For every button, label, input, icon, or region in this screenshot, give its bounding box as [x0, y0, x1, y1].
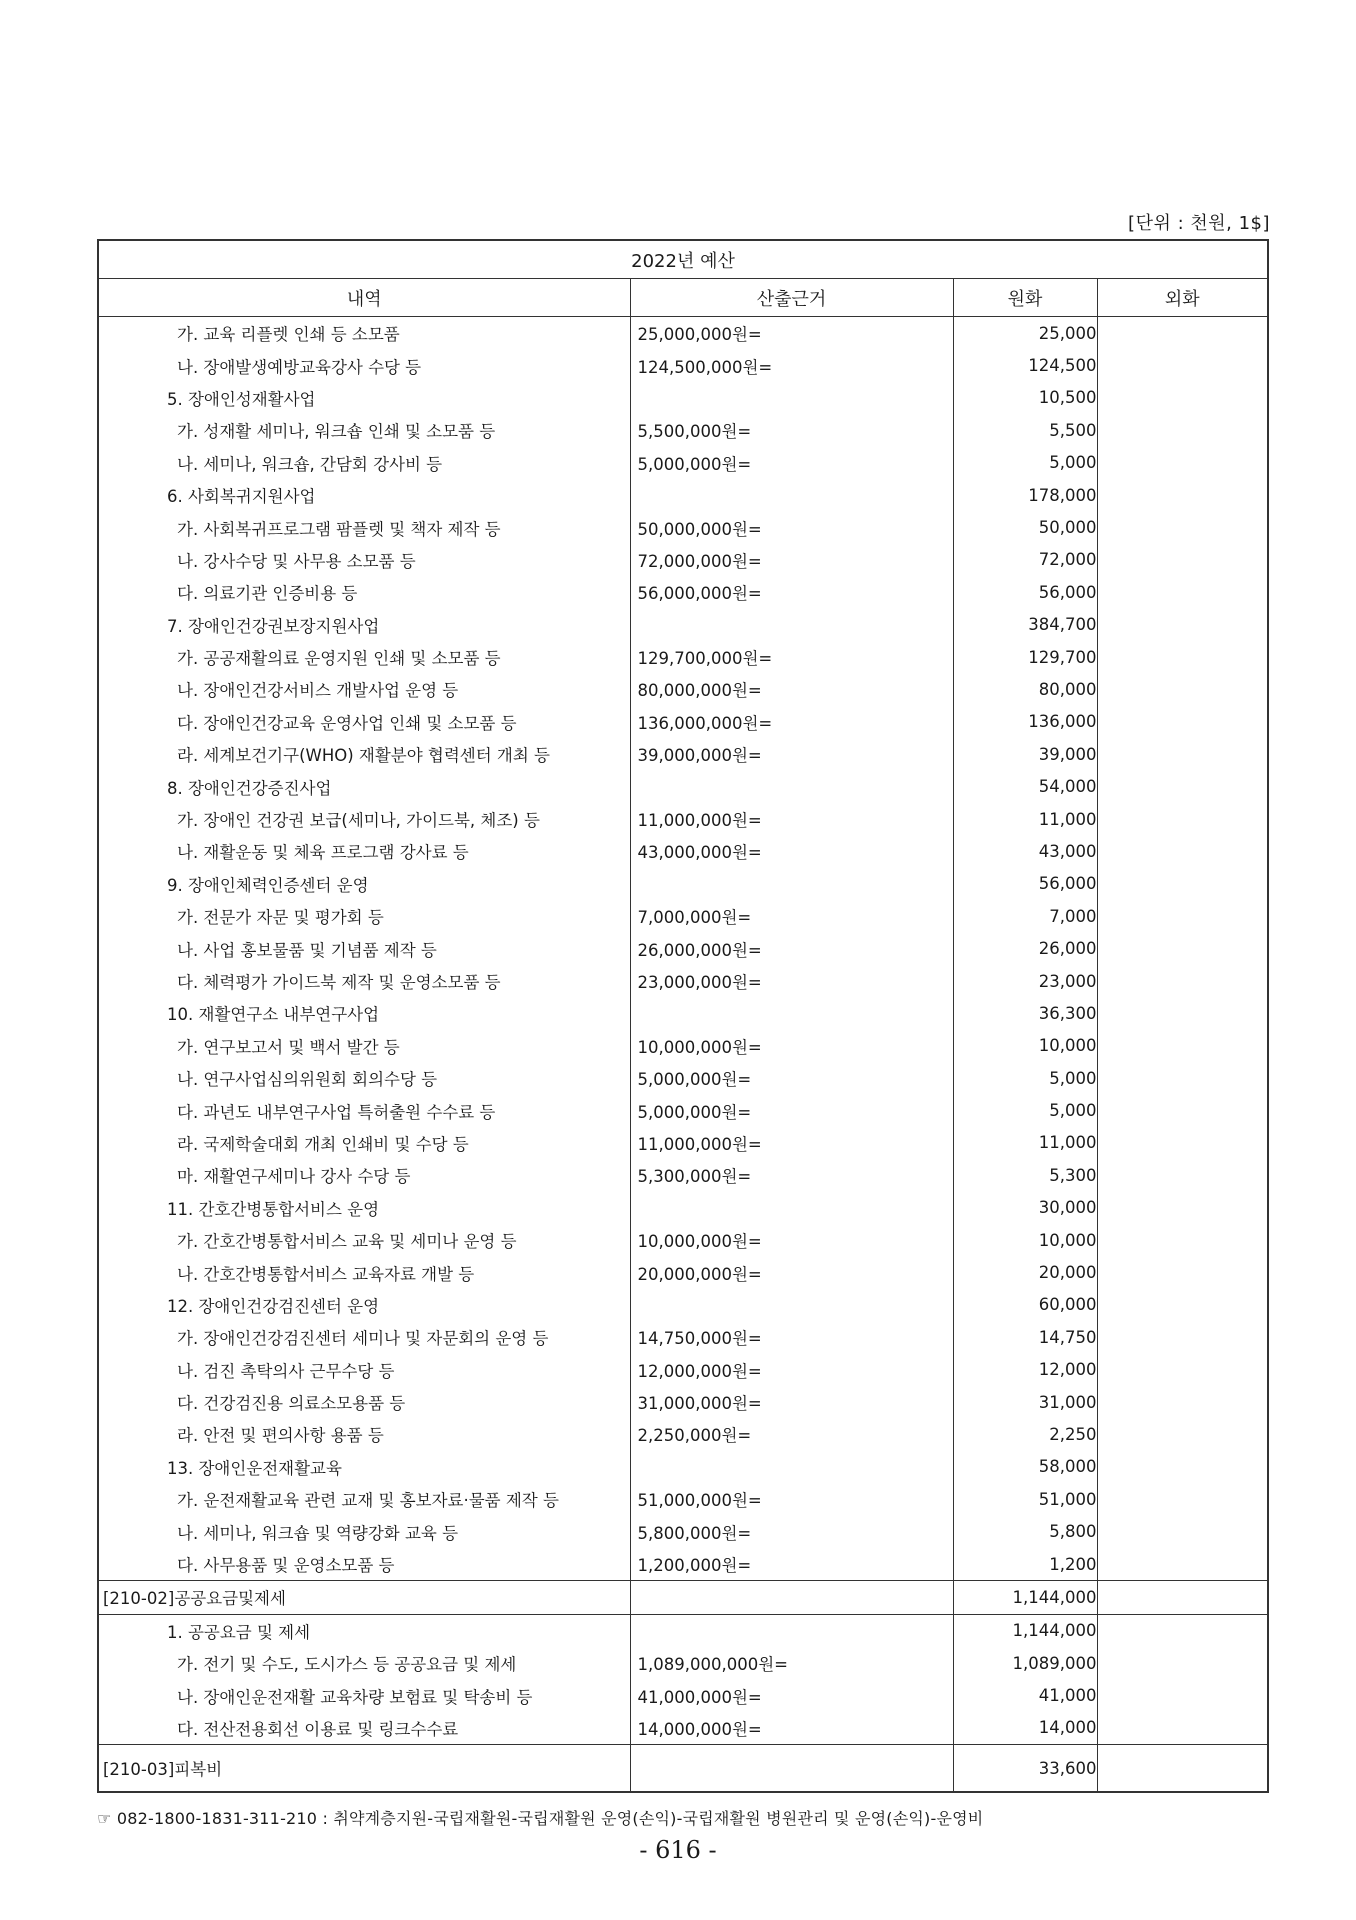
row-basis	[630, 382, 953, 414]
row-krw: 5,000	[953, 1094, 1097, 1126]
row-foreign	[1097, 1127, 1268, 1159]
row-foreign	[1097, 479, 1268, 511]
row-krw: 10,000	[953, 1030, 1097, 1062]
row-foreign	[1097, 1159, 1268, 1191]
row-desc: 다. 장애인건강교육 운영사업 인쇄 및 소모품 등	[98, 706, 630, 738]
row-desc: 라. 국제학술대회 개최 인쇄비 및 수당 등	[98, 1127, 630, 1159]
row-basis: 14,750,000원=	[630, 1321, 953, 1353]
row-basis: 129,700,000원=	[630, 641, 953, 673]
row-foreign	[1097, 1548, 1268, 1581]
row-desc: 나. 검진 촉탁의사 근무수당 등	[98, 1354, 630, 1386]
row-basis	[630, 609, 953, 641]
table-row	[98, 1483, 1268, 1515]
row-desc: 나. 간호간병통합서비스 교육자료 개발 등	[98, 1256, 630, 1288]
row-foreign	[1097, 1062, 1268, 1094]
row-krw: 80,000	[953, 673, 1097, 705]
table-row	[98, 1224, 1268, 1256]
table-row	[98, 803, 1268, 835]
table-row	[98, 317, 1268, 350]
row-foreign	[1097, 414, 1268, 446]
row-basis: 43,000,000원=	[630, 835, 953, 867]
row-desc: 가. 연구보고서 및 백서 발간 등	[98, 1030, 630, 1062]
row-desc: 다. 건강검진용 의료소모용품 등	[98, 1386, 630, 1418]
row-foreign	[1097, 382, 1268, 414]
row-basis	[630, 1614, 953, 1647]
row-foreign	[1097, 1321, 1268, 1353]
row-foreign	[1097, 544, 1268, 576]
row-desc: 1. 공공요금 및 제세	[98, 1614, 630, 1647]
row-basis: 5,800,000원=	[630, 1515, 953, 1547]
row-foreign	[1097, 1418, 1268, 1450]
row-foreign	[1097, 1451, 1268, 1483]
budget-table	[97, 239, 1269, 1793]
table-row	[98, 770, 1268, 802]
row-krw: 14,000	[953, 1712, 1097, 1745]
table-row	[98, 1548, 1268, 1581]
row-krw: 56,000	[953, 868, 1097, 900]
table-row	[98, 1094, 1268, 1126]
row-basis: 5,300,000원=	[630, 1159, 953, 1191]
table-row	[98, 609, 1268, 641]
row-desc: 8. 장애인건강증진사업	[98, 770, 630, 802]
row-basis: 11,000,000원=	[630, 1127, 953, 1159]
row-basis: 39,000,000원=	[630, 738, 953, 770]
row-desc: 가. 운전재활교육 관련 교재 및 홍보자료·물품 제작 등	[98, 1483, 630, 1515]
row-desc: 가. 장애인건강검진센터 세미나 및 자문회의 운영 등	[98, 1321, 630, 1353]
row-desc: 가. 사회복귀프로그램 팜플렛 및 책자 제작 등	[98, 511, 630, 543]
row-desc: 10. 재활연구소 내부연구사업	[98, 997, 630, 1029]
table-row	[98, 576, 1268, 608]
section-basis	[630, 1581, 953, 1614]
row-basis: 5,000,000원=	[630, 1062, 953, 1094]
row-krw: 7,000	[953, 900, 1097, 932]
row-krw: 12,000	[953, 1354, 1097, 1386]
row-basis: 56,000,000원=	[630, 576, 953, 608]
row-basis: 20,000,000원=	[630, 1256, 953, 1288]
page-number: - 616 -	[639, 1836, 717, 1864]
table-row	[98, 1321, 1268, 1353]
row-foreign	[1097, 1289, 1268, 1321]
table-row	[98, 706, 1268, 738]
row-krw: 10,000	[953, 1224, 1097, 1256]
row-desc: 다. 의료기관 인증비용 등	[98, 576, 630, 608]
row-desc: 6. 사회복귀지원사업	[98, 479, 630, 511]
table-row	[98, 1030, 1268, 1062]
table-row	[98, 382, 1268, 414]
row-krw: 60,000	[953, 1289, 1097, 1321]
row-foreign	[1097, 770, 1268, 802]
table-row	[98, 1386, 1268, 1418]
row-desc: 가. 교육 리플렛 인쇄 등 소모품	[98, 317, 630, 350]
row-krw: 5,500	[953, 414, 1097, 446]
row-krw: 5,300	[953, 1159, 1097, 1191]
row-desc: 가. 성재활 세미나, 워크숍 인쇄 및 소모품 등	[98, 414, 630, 446]
row-foreign	[1097, 641, 1268, 673]
row-foreign	[1097, 1192, 1268, 1224]
row-desc: 가. 간호간병통합서비스 교육 및 세미나 운영 등	[98, 1224, 630, 1256]
row-foreign	[1097, 673, 1268, 705]
row-foreign	[1097, 1483, 1268, 1515]
table-row	[98, 414, 1268, 446]
table-row	[98, 447, 1268, 479]
row-basis	[630, 1192, 953, 1224]
row-desc: 나. 강사수당 및 사무용 소모품 등	[98, 544, 630, 576]
row-desc: 7. 장애인건강권보장지원사업	[98, 609, 630, 641]
row-krw: 136,000	[953, 706, 1097, 738]
section-desc: [210-03]피복비	[98, 1745, 630, 1793]
row-foreign	[1097, 576, 1268, 608]
row-krw: 56,000	[953, 576, 1097, 608]
table-row	[98, 1418, 1268, 1450]
table-row	[98, 1192, 1268, 1224]
row-basis	[630, 997, 953, 1029]
row-basis: 124,500,000원=	[630, 349, 953, 381]
row-foreign	[1097, 1224, 1268, 1256]
row-desc: 가. 공공재활의료 운영지원 인쇄 및 소모품 등	[98, 641, 630, 673]
row-basis: 51,000,000원=	[630, 1483, 953, 1515]
table-row	[98, 932, 1268, 964]
row-basis	[630, 479, 953, 511]
row-krw: 10,500	[953, 382, 1097, 414]
row-krw: 129,700	[953, 641, 1097, 673]
row-desc: 다. 과년도 내부연구사업 특허출원 수수료 등	[98, 1094, 630, 1126]
row-basis: 136,000,000원=	[630, 706, 953, 738]
table-row	[98, 1354, 1268, 1386]
row-basis	[630, 1289, 953, 1321]
table-row	[98, 511, 1268, 543]
row-krw: 51,000	[953, 1483, 1097, 1515]
row-basis: 41,000,000원=	[630, 1679, 953, 1711]
row-foreign	[1097, 1712, 1268, 1745]
row-krw: 26,000	[953, 932, 1097, 964]
row-desc: 나. 장애인운전재활 교육차량 보험료 및 탁송비 등	[98, 1679, 630, 1711]
table-row	[98, 1451, 1268, 1483]
unit-label: [단위 : 천원, 1$]	[1128, 213, 1270, 234]
row-desc: 라. 세계보건기구(WHO) 재활분야 협력센터 개최 등	[98, 738, 630, 770]
header-krw: 원화	[953, 279, 1097, 317]
row-krw: 11,000	[953, 1127, 1097, 1159]
row-krw: 30,000	[953, 1192, 1097, 1224]
row-krw: 5,000	[953, 1062, 1097, 1094]
row-foreign	[1097, 738, 1268, 770]
row-krw: 178,000	[953, 479, 1097, 511]
row-basis: 5,500,000원=	[630, 414, 953, 446]
row-krw: 11,000	[953, 803, 1097, 835]
table-row	[98, 1127, 1268, 1159]
header-desc: 내역	[98, 279, 630, 317]
table-row	[98, 835, 1268, 867]
row-desc: 나. 장애발생예방교육강사 수당 등	[98, 349, 630, 381]
row-krw: 31,000	[953, 1386, 1097, 1418]
row-krw: 14,750	[953, 1321, 1097, 1353]
row-basis: 12,000,000원=	[630, 1354, 953, 1386]
row-desc: 9. 장애인체력인증센터 운영	[98, 868, 630, 900]
row-foreign	[1097, 1386, 1268, 1418]
row-foreign	[1097, 997, 1268, 1029]
row-desc: 다. 체력평가 가이드북 제작 및 운영소모품 등	[98, 965, 630, 997]
table-row	[98, 673, 1268, 705]
section-krw: 33,600	[953, 1745, 1097, 1793]
row-desc: 12. 장애인건강검진센터 운영	[98, 1289, 630, 1321]
row-foreign	[1097, 1354, 1268, 1386]
row-basis: 5,000,000원=	[630, 1094, 953, 1126]
row-basis: 10,000,000원=	[630, 1030, 953, 1062]
row-desc: 가. 전기 및 수도, 도시가스 등 공공요금 및 제세	[98, 1647, 630, 1679]
row-desc: 나. 연구사업심의위원회 회의수당 등	[98, 1062, 630, 1094]
row-krw: 5,800	[953, 1515, 1097, 1547]
row-foreign	[1097, 1647, 1268, 1679]
row-basis: 80,000,000원=	[630, 673, 953, 705]
row-krw: 41,000	[953, 1679, 1097, 1711]
section-row-210-03	[98, 1745, 1268, 1793]
table-title: 2022년 예산	[98, 240, 1268, 279]
table-row	[98, 1289, 1268, 1321]
table-row	[98, 1647, 1268, 1679]
row-foreign	[1097, 1679, 1268, 1711]
row-desc: 13. 장애인운전재활교육	[98, 1451, 630, 1483]
row-basis: 14,000,000원=	[630, 1712, 953, 1745]
row-foreign	[1097, 609, 1268, 641]
row-krw: 1,089,000	[953, 1647, 1097, 1679]
row-basis: 72,000,000원=	[630, 544, 953, 576]
row-krw: 23,000	[953, 965, 1097, 997]
table-row	[98, 900, 1268, 932]
row-desc: 나. 재활운동 및 체육 프로그램 강사료 등	[98, 835, 630, 867]
section-row-210-02	[98, 1581, 1268, 1614]
row-foreign	[1097, 965, 1268, 997]
table-row	[98, 997, 1268, 1029]
row-basis: 31,000,000원=	[630, 1386, 953, 1418]
table-row	[98, 1712, 1268, 1745]
row-basis: 5,000,000원=	[630, 447, 953, 479]
row-krw: 5,000	[953, 447, 1097, 479]
row-krw: 72,000	[953, 544, 1097, 576]
row-basis: 2,250,000원=	[630, 1418, 953, 1450]
row-desc: 마. 재활연구세미나 강사 수당 등	[98, 1159, 630, 1191]
row-basis	[630, 770, 953, 802]
row-desc: 나. 세미나, 워크숍 및 역량강화 교육 등	[98, 1515, 630, 1547]
row-krw: 43,000	[953, 835, 1097, 867]
section-krw: 1,144,000	[953, 1581, 1097, 1614]
row-foreign	[1097, 317, 1268, 350]
row-basis	[630, 868, 953, 900]
row-krw: 384,700	[953, 609, 1097, 641]
row-foreign	[1097, 1614, 1268, 1647]
row-krw: 25,000	[953, 317, 1097, 350]
row-krw: 124,500	[953, 349, 1097, 381]
row-foreign	[1097, 835, 1268, 867]
row-basis: 26,000,000원=	[630, 932, 953, 964]
row-foreign	[1097, 511, 1268, 543]
row-krw: 58,000	[953, 1451, 1097, 1483]
row-desc: 나. 장애인건강서비스 개발사업 운영 등	[98, 673, 630, 705]
row-foreign	[1097, 868, 1268, 900]
row-foreign	[1097, 706, 1268, 738]
table-row	[98, 1256, 1268, 1288]
table-row	[98, 349, 1268, 381]
row-krw: 39,000	[953, 738, 1097, 770]
row-desc: 가. 전문가 자문 및 평가회 등	[98, 900, 630, 932]
row-krw: 36,300	[953, 997, 1097, 1029]
row-basis: 23,000,000원=	[630, 965, 953, 997]
section-foreign	[1097, 1745, 1268, 1793]
table-row	[98, 544, 1268, 576]
row-basis: 7,000,000원=	[630, 900, 953, 932]
table-row	[98, 1614, 1268, 1647]
row-foreign	[1097, 1515, 1268, 1547]
table-row	[98, 641, 1268, 673]
table-row	[98, 1679, 1268, 1711]
table-row	[98, 868, 1268, 900]
row-krw: 20,000	[953, 1256, 1097, 1288]
row-foreign	[1097, 349, 1268, 381]
row-krw: 2,250	[953, 1418, 1097, 1450]
row-desc: 라. 안전 및 편의사항 용품 등	[98, 1418, 630, 1450]
section-basis	[630, 1745, 953, 1793]
row-foreign	[1097, 1256, 1268, 1288]
row-desc: 11. 간호간병통합서비스 운영	[98, 1192, 630, 1224]
row-desc: 다. 사무용품 및 운영소모품 등	[98, 1548, 630, 1581]
table-row	[98, 965, 1268, 997]
row-desc: 나. 사업 홍보물품 및 기념품 제작 등	[98, 932, 630, 964]
row-basis: 11,000,000원=	[630, 803, 953, 835]
table-row	[98, 1159, 1268, 1191]
table-row	[98, 738, 1268, 770]
row-desc: 가. 장애인 건강권 보급(세미나, 가이드북, 체조) 등	[98, 803, 630, 835]
header-basis: 산출근거	[630, 279, 953, 317]
row-krw: 54,000	[953, 770, 1097, 802]
table-row	[98, 479, 1268, 511]
footnote: ☞ 082-1800-1831-311-210 : 취약계층지원-국립재활원-국립재활원 운영(손익)-국립재활원 병원관리 및 운영(손익)-운영비	[97, 1809, 984, 1828]
row-foreign	[1097, 447, 1268, 479]
row-krw: 1,144,000	[953, 1614, 1097, 1647]
row-desc: 다. 전산전용회선 이용료 및 링크수수료	[98, 1712, 630, 1745]
table-row	[98, 1515, 1268, 1547]
row-basis: 10,000,000원=	[630, 1224, 953, 1256]
row-basis	[630, 1451, 953, 1483]
row-foreign	[1097, 900, 1268, 932]
row-desc: 나. 세미나, 워크숍, 간담회 강사비 등	[98, 447, 630, 479]
header-foreign: 외화	[1097, 279, 1268, 317]
section-desc: [210-02]공공요금및제세	[98, 1581, 630, 1614]
row-foreign	[1097, 803, 1268, 835]
row-desc: 5. 장애인성재활사업	[98, 382, 630, 414]
section-foreign	[1097, 1581, 1268, 1614]
row-krw: 1,200	[953, 1548, 1097, 1581]
row-basis: 50,000,000원=	[630, 511, 953, 543]
row-basis: 1,200,000원=	[630, 1548, 953, 1581]
row-basis: 1,089,000,000원=	[630, 1647, 953, 1679]
row-krw: 50,000	[953, 511, 1097, 543]
table-row	[98, 1062, 1268, 1094]
row-foreign	[1097, 932, 1268, 964]
row-foreign	[1097, 1030, 1268, 1062]
row-foreign	[1097, 1094, 1268, 1126]
row-basis: 25,000,000원=	[630, 317, 953, 350]
